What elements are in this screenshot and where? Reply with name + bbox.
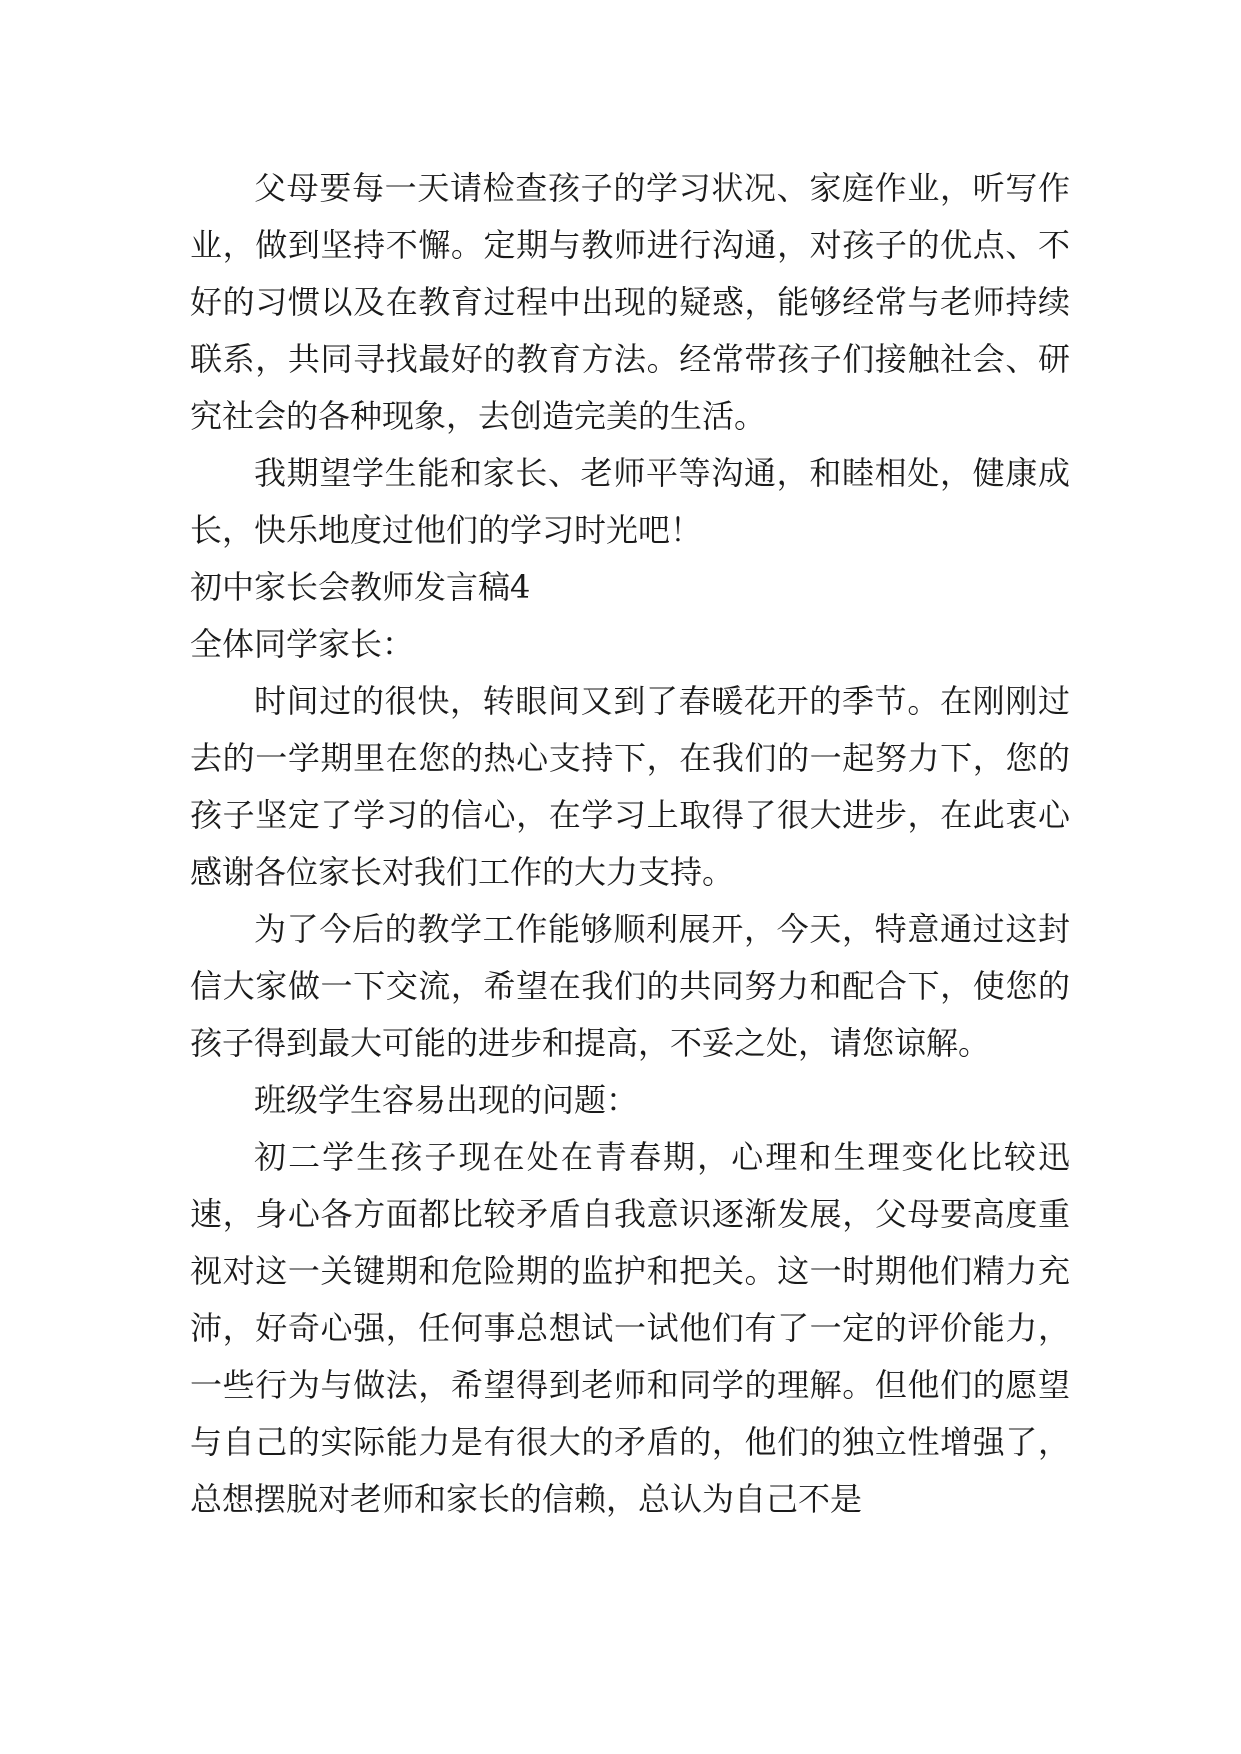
paragraph-hope: 我期望学生能和家长、老师平等沟通，和睦相处，健康成长，快乐地度过他们的学习时光吧！ (190, 454, 1070, 549)
salutation: 全体同学家长： (190, 625, 415, 663)
paragraph-purpose: 为了今后的教学工作能够顺利展开，今天，特意通过这封信大家做一下交流，希望在我们的共同努力和配合下，使您的孩子得到最大可能的进步和提高，不妥之处，请您谅解。 (190, 910, 1070, 1062)
paragraph-problems-heading: 班级学生容易出现的问题： (254, 1081, 639, 1119)
document-body (190, 160, 1070, 1528)
paragraph-parent-duties: 父母要每一天请检查孩子的学习状况、家庭作业，听写作业，做到坚持不懈。定期与教师进行沟通，对孩子的优点、不好的习惯以及在教育过程中出现的疑惑，能够经常与老师持续联系，共同寻找最好的教育方法。经常带孩子们接触社会、研究社会的各种现象，去创造完美的生活。 (190, 169, 1070, 435)
paragraph-adolescence: 初二学生孩子现在处在青春期，心理和生理变化比较迅速，身心各方面都比较矛盾自我意识逐渐发展，父母要高度重视对这一关键期和危险期的监护和把关。这一时期他们精力充沛，好奇心强，任何事总想试一试他们有了一定的评价能力，一些行为与做法，希望得到老师和同学的理解。但他们的愿望与自己的实际能力是有很大的矛盾的，他们的独立性增强了，总想摆脱对老师和家长的信赖，总认为自己不是 (190, 1138, 1070, 1518)
section-title: 初中家长会教师发言稿4 (190, 568, 531, 606)
paragraph-thanks: 时间过的很快，转眼间又到了春暖花开的季节。在刚刚过去的一学期里在您的热心支持下，在我们的一起努力下，您的孩子坚定了学习的信心，在学习上取得了很大进步，在此衷心感谢各位家长对我们工作的大力支持。 (190, 682, 1070, 891)
